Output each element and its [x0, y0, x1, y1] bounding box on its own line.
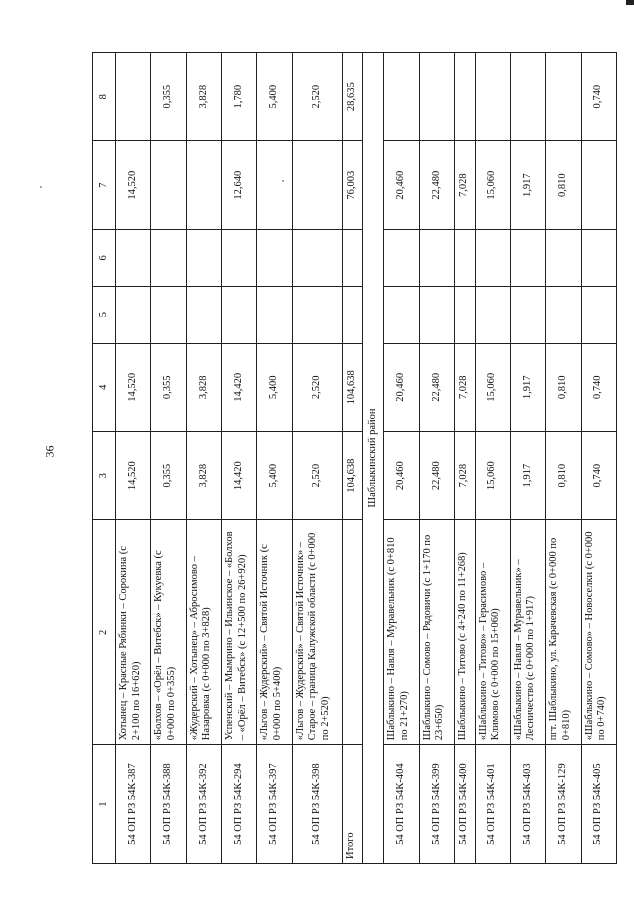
table-body [93, 53, 617, 864]
value-cell [384, 229, 419, 286]
value-cell [419, 229, 454, 286]
value-cell [546, 286, 581, 343]
road-table [92, 52, 617, 864]
value-cell: 14,520 [116, 141, 151, 229]
value-cell: 5,400 [257, 53, 292, 141]
value-cell: 1,917 [510, 141, 545, 229]
road-code: 54 ОП РЗ 54К-398 [292, 745, 342, 864]
page-number: 36 [42, 445, 57, 458]
value-cell [581, 229, 616, 286]
district-title: Шаблыкинский район [363, 53, 384, 864]
table-row [510, 53, 545, 864]
value-cell [116, 286, 151, 343]
value-cell [186, 286, 221, 343]
road-code: 54 ОП РЗ 54К-400 [454, 745, 475, 864]
table-row [384, 53, 419, 864]
value-cell: 3,828 [186, 343, 221, 431]
value-cell: 1,780 [221, 53, 256, 141]
rotated-table-container [92, 52, 617, 864]
value-cell: 0,810 [546, 141, 581, 229]
value-cell: 5,400 [257, 432, 292, 520]
value-cell [419, 53, 454, 141]
road-name: пгт. Шаблыкино, ул. Карачевская (с 0+000 по 0+810) [546, 520, 581, 745]
road-name: Шаблыкино – Титово (с 4+240 по 11+268) [454, 520, 475, 745]
road-code: 54 ОП РЗ 54К-403 [510, 745, 545, 864]
value-cell [292, 286, 342, 343]
value-cell: 2,520 [292, 432, 342, 520]
road-code: 54 ОП РЗ 54К-388 [151, 745, 186, 864]
total-value [342, 286, 363, 343]
road-code: 54 ОП РЗ 54К-129 [546, 745, 581, 864]
total-value: 104,638 [342, 432, 363, 520]
value-cell: 20,460 [384, 343, 419, 431]
total-empty-cell [342, 520, 363, 745]
value-cell [151, 286, 186, 343]
table-row [151, 53, 186, 864]
value-cell: 1,917 [510, 343, 545, 431]
value-cell: 5,400 [257, 343, 292, 431]
value-cell [454, 53, 475, 141]
value-cell: 3,828 [186, 432, 221, 520]
value-cell [384, 286, 419, 343]
value-cell: 15,060 [475, 432, 510, 520]
value-cell: 0,740 [581, 343, 616, 431]
header-cell: 4 [93, 343, 116, 431]
district-row [363, 53, 384, 864]
road-name: «Шаблыкино – Навля – Муравельник» – Лесничество (с 0+000 по 1+917) [510, 520, 545, 745]
road-name: «Льгов – Жудерский» – Святой Источник» – Старое – граница Калужской области (с 0+000 по 2+520) [292, 520, 342, 745]
header-cell: 2 [93, 520, 116, 745]
value-cell [186, 229, 221, 286]
header-cell: 7 [93, 141, 116, 229]
value-cell: 7,028 [454, 432, 475, 520]
table-row [419, 53, 454, 864]
value-cell: 0,355 [151, 53, 186, 141]
value-cell: 22,480 [419, 432, 454, 520]
value-cell [257, 229, 292, 286]
road-name: Хотынец – Красные Рябинки – Сорокина (с 2+100 по 16+620) [116, 520, 151, 745]
table-row [292, 53, 342, 864]
road-name: «Льгов – Жудерский» – Святой Источник (с 0+000 по 5+400) [257, 520, 292, 745]
header-cell: 5 [93, 286, 116, 343]
value-cell [454, 229, 475, 286]
value-cell [546, 53, 581, 141]
value-cell: 22,480 [419, 343, 454, 431]
value-cell [510, 286, 545, 343]
total-value: 28,635 [342, 53, 363, 141]
road-code: 54 ОП РЗ 54К-399 [419, 745, 454, 864]
value-cell: 14,520 [116, 343, 151, 431]
header-cell: 1 [93, 745, 116, 864]
value-cell: 0,355 [151, 432, 186, 520]
value-cell: 0,810 [546, 432, 581, 520]
table-row [454, 53, 475, 864]
table-row [257, 53, 292, 864]
value-cell: 1,917 [510, 432, 545, 520]
road-code: 54 ОП РЗ 54К-405 [581, 745, 616, 864]
road-name: «Болхов – «Орёл – Витебск» – Кукуевка (с 0+000 по 0+355) [151, 520, 186, 745]
value-cell: 0,740 [581, 53, 616, 141]
value-cell [546, 229, 581, 286]
value-cell: 7,028 [454, 343, 475, 431]
value-cell: 7,028 [454, 141, 475, 229]
table-row [546, 53, 581, 864]
road-code: 54 ОП РЗ 54К-404 [384, 745, 419, 864]
value-cell: 3,828 [186, 53, 221, 141]
table-row [221, 53, 256, 864]
value-cell [151, 141, 186, 229]
value-cell [257, 141, 292, 229]
value-cell [475, 286, 510, 343]
value-cell [581, 286, 616, 343]
road-name: Успенский – Мымрино – Ильинское – «Болхов – «Орёл – Витебск» (с 12+500 по 26+920) [221, 520, 256, 745]
value-cell [116, 53, 151, 141]
value-cell [116, 229, 151, 286]
road-code: 54 ОП РЗ 54К-294 [221, 745, 256, 864]
table-row [475, 53, 510, 864]
road-name: «Шаблыкино – Титово» – Герасимово – Климово (с 0+000 по 15+060) [475, 520, 510, 745]
road-name: Шаблыкино – Сомово – Рядовичи (с 1+170 по 23+650) [419, 520, 454, 745]
value-cell [257, 286, 292, 343]
value-cell: 14,420 [221, 343, 256, 431]
value-cell [292, 229, 342, 286]
value-cell: 14,520 [116, 432, 151, 520]
header-cell: 6 [93, 229, 116, 286]
value-cell [186, 141, 221, 229]
total-value [342, 229, 363, 286]
value-cell: 2,520 [292, 53, 342, 141]
value-cell [151, 229, 186, 286]
value-cell [292, 141, 342, 229]
value-cell: 14,420 [221, 432, 256, 520]
value-cell: 0,740 [581, 432, 616, 520]
scan-corner-mark [626, 0, 634, 5]
value-cell [581, 141, 616, 229]
value-cell: 15,060 [475, 141, 510, 229]
value-cell: 22,480 [419, 141, 454, 229]
value-cell [221, 229, 256, 286]
value-cell: 0,355 [151, 343, 186, 431]
road-code: 54 ОП РЗ 54К-401 [475, 745, 510, 864]
value-cell: 20,460 [384, 141, 419, 229]
value-cell: 12,640 [221, 141, 256, 229]
total-label: Итого [342, 745, 363, 864]
total-row [342, 53, 363, 864]
value-cell [454, 286, 475, 343]
value-cell [510, 229, 545, 286]
table-row [186, 53, 221, 864]
table-frame [92, 52, 617, 864]
value-cell [384, 53, 419, 141]
road-code: 54 ОП РЗ 54К-392 [186, 745, 221, 864]
road-code: 54 ОП РЗ 54К-397 [257, 745, 292, 864]
scan-speck [40, 186, 42, 188]
table-row [581, 53, 616, 864]
total-value: 104,638 [342, 343, 363, 431]
value-cell [221, 286, 256, 343]
header-row [93, 53, 116, 864]
road-name: Шаблыкино – Навля – Муравельник (с 0+810 по 21+270) [384, 520, 419, 745]
total-value: 76,003 [342, 141, 363, 229]
value-cell [475, 229, 510, 286]
value-cell: 15,060 [475, 343, 510, 431]
value-cell [510, 53, 545, 141]
value-cell: 20,460 [384, 432, 419, 520]
header-cell: 8 [93, 53, 116, 141]
road-name: «Жудерский – Хотынец» – Абросимово – Назаровка (с 0+000 по 3+828) [186, 520, 221, 745]
table-row [116, 53, 151, 864]
road-name: «Шаблыкино – Сомово» – Новоселки (с 0+000 по 0+740) [581, 520, 616, 745]
value-cell: 0,810 [546, 343, 581, 431]
value-cell [475, 53, 510, 141]
value-cell: 2,520 [292, 343, 342, 431]
header-cell: 3 [93, 432, 116, 520]
value-cell [419, 286, 454, 343]
road-code: 54 ОП РЗ 54К-387 [116, 745, 151, 864]
